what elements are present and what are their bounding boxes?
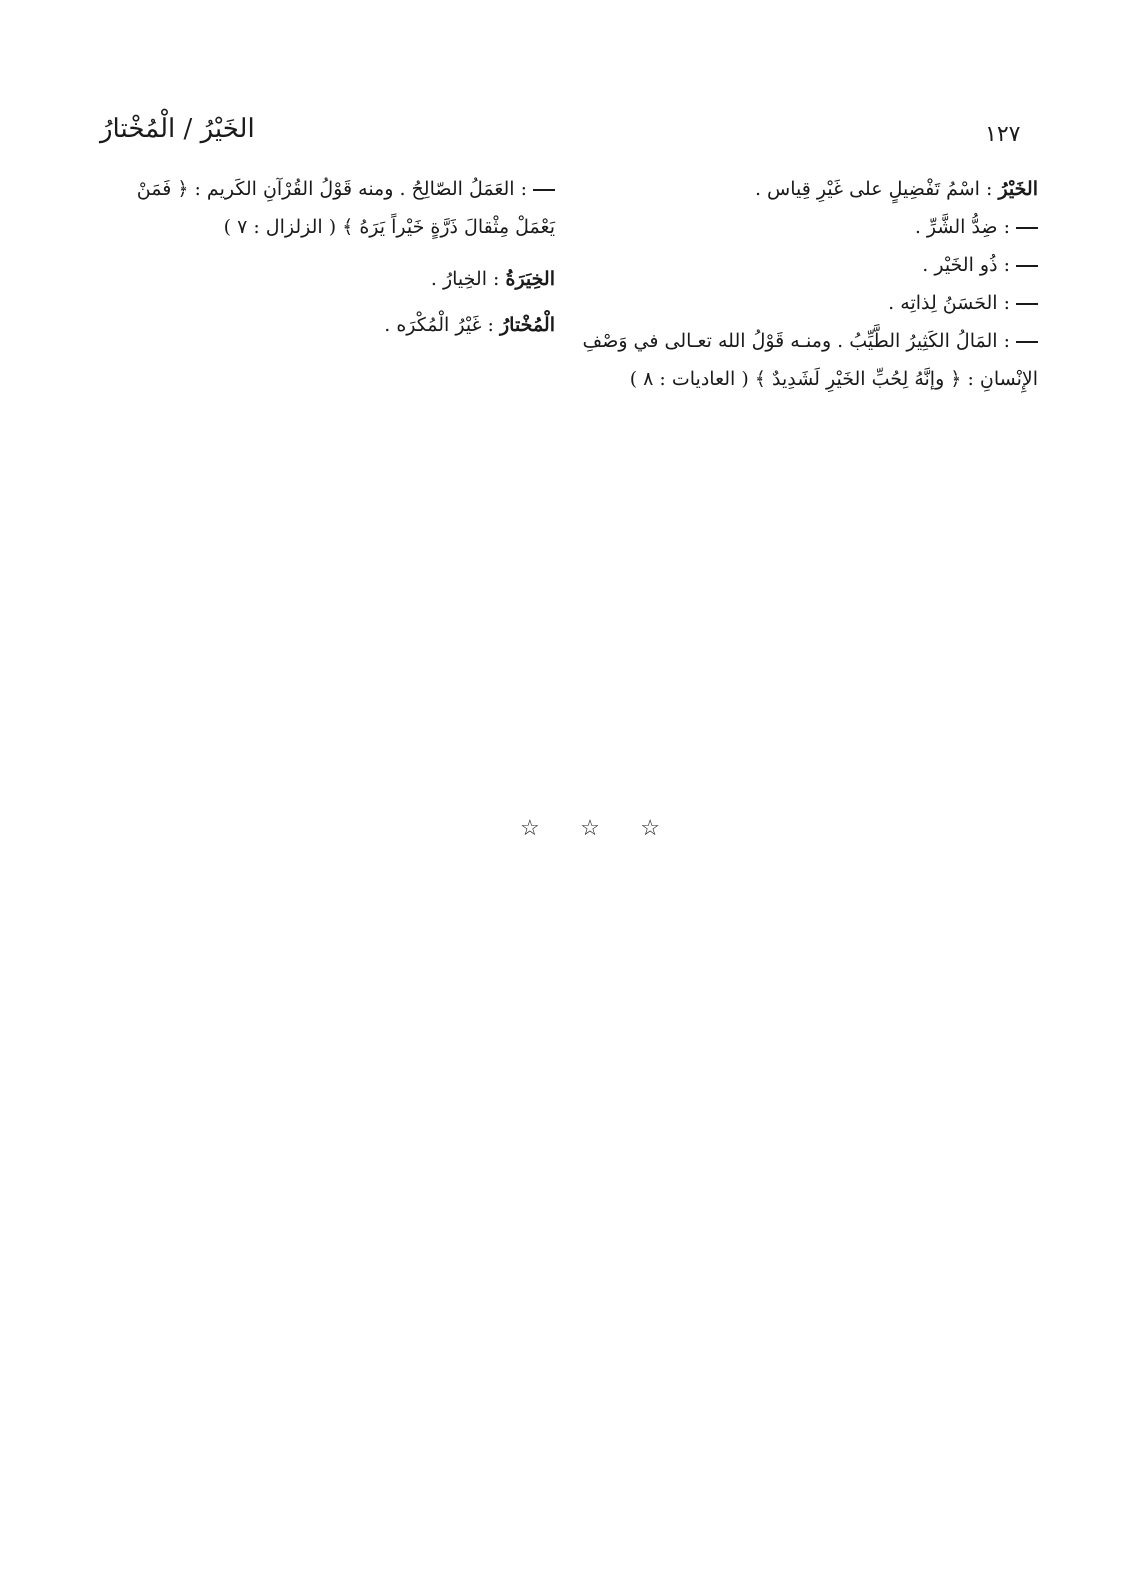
sense-text: : العَمَلُ الصّالِحُ . ومنه قَوْلُ القُرْآنِ الكَريم : ﴿ فَمَنْ (136, 178, 527, 200)
sense-dash (1016, 341, 1038, 343)
headword: الخِيَرَةُ (505, 268, 555, 290)
definition: : اسْمُ تَفْضِيلٍ على غَيْرِ قِياس . (754, 178, 993, 200)
sense-dash (1016, 303, 1038, 305)
star-icon: ☆ (640, 816, 660, 841)
entry-mukhtar (100, 306, 555, 344)
page-number: ١٢٧ (985, 122, 1021, 147)
sense-text: : ضِدُّ الشَّرِّ . (914, 216, 1010, 238)
definition: : الخِيارُ . (430, 268, 500, 290)
section-end-ornament (520, 816, 660, 841)
sense-line (100, 170, 555, 208)
entry-khiyara (100, 260, 555, 298)
sense-line (590, 284, 1038, 322)
sense-text: : المَالُ الكَثِيرُ الطَّيِّبُ . ومنـه قَوْلُ الله تعـالى في وَصْفِ (582, 330, 1010, 352)
headword: الْمُخْتارُ (499, 314, 555, 336)
sense-dash (1016, 265, 1038, 267)
sense-dash (533, 189, 555, 191)
sense-text: : ذُو الخَيْر . (922, 254, 1010, 276)
entry-khayr (590, 170, 1038, 208)
running-title: الخَيْرُ / الْمُخْتارُ (100, 114, 255, 144)
headword: الخَيْرُ (998, 178, 1038, 200)
sense-continuation: يَعْمَلْ مِثْقالَ ذَرَّةٍ خَيْراً يَرَهُ ﴾ ( الزلزال : ٧ ) (223, 216, 555, 238)
left-column (100, 170, 555, 344)
star-icon: ☆ (580, 816, 600, 841)
sense-dash (1016, 227, 1038, 229)
sense-line (590, 246, 1038, 284)
star-icon: ☆ (520, 816, 540, 841)
sense-line (582, 322, 1038, 360)
sense-text: : الحَسَنُ لِذاتِه . (888, 292, 1010, 314)
definition: : غَيْرُ الْمُكْرَه . (384, 314, 494, 336)
sense-continuation: الإِنْسانِ : ﴿ وإنَّهُ لِحُبِّ الخَيْرِ لَشَدِيدٌ ﴾ ( العاديات : ٨ ) (629, 368, 1038, 390)
right-column (582, 170, 1038, 398)
sense-line (590, 208, 1038, 246)
